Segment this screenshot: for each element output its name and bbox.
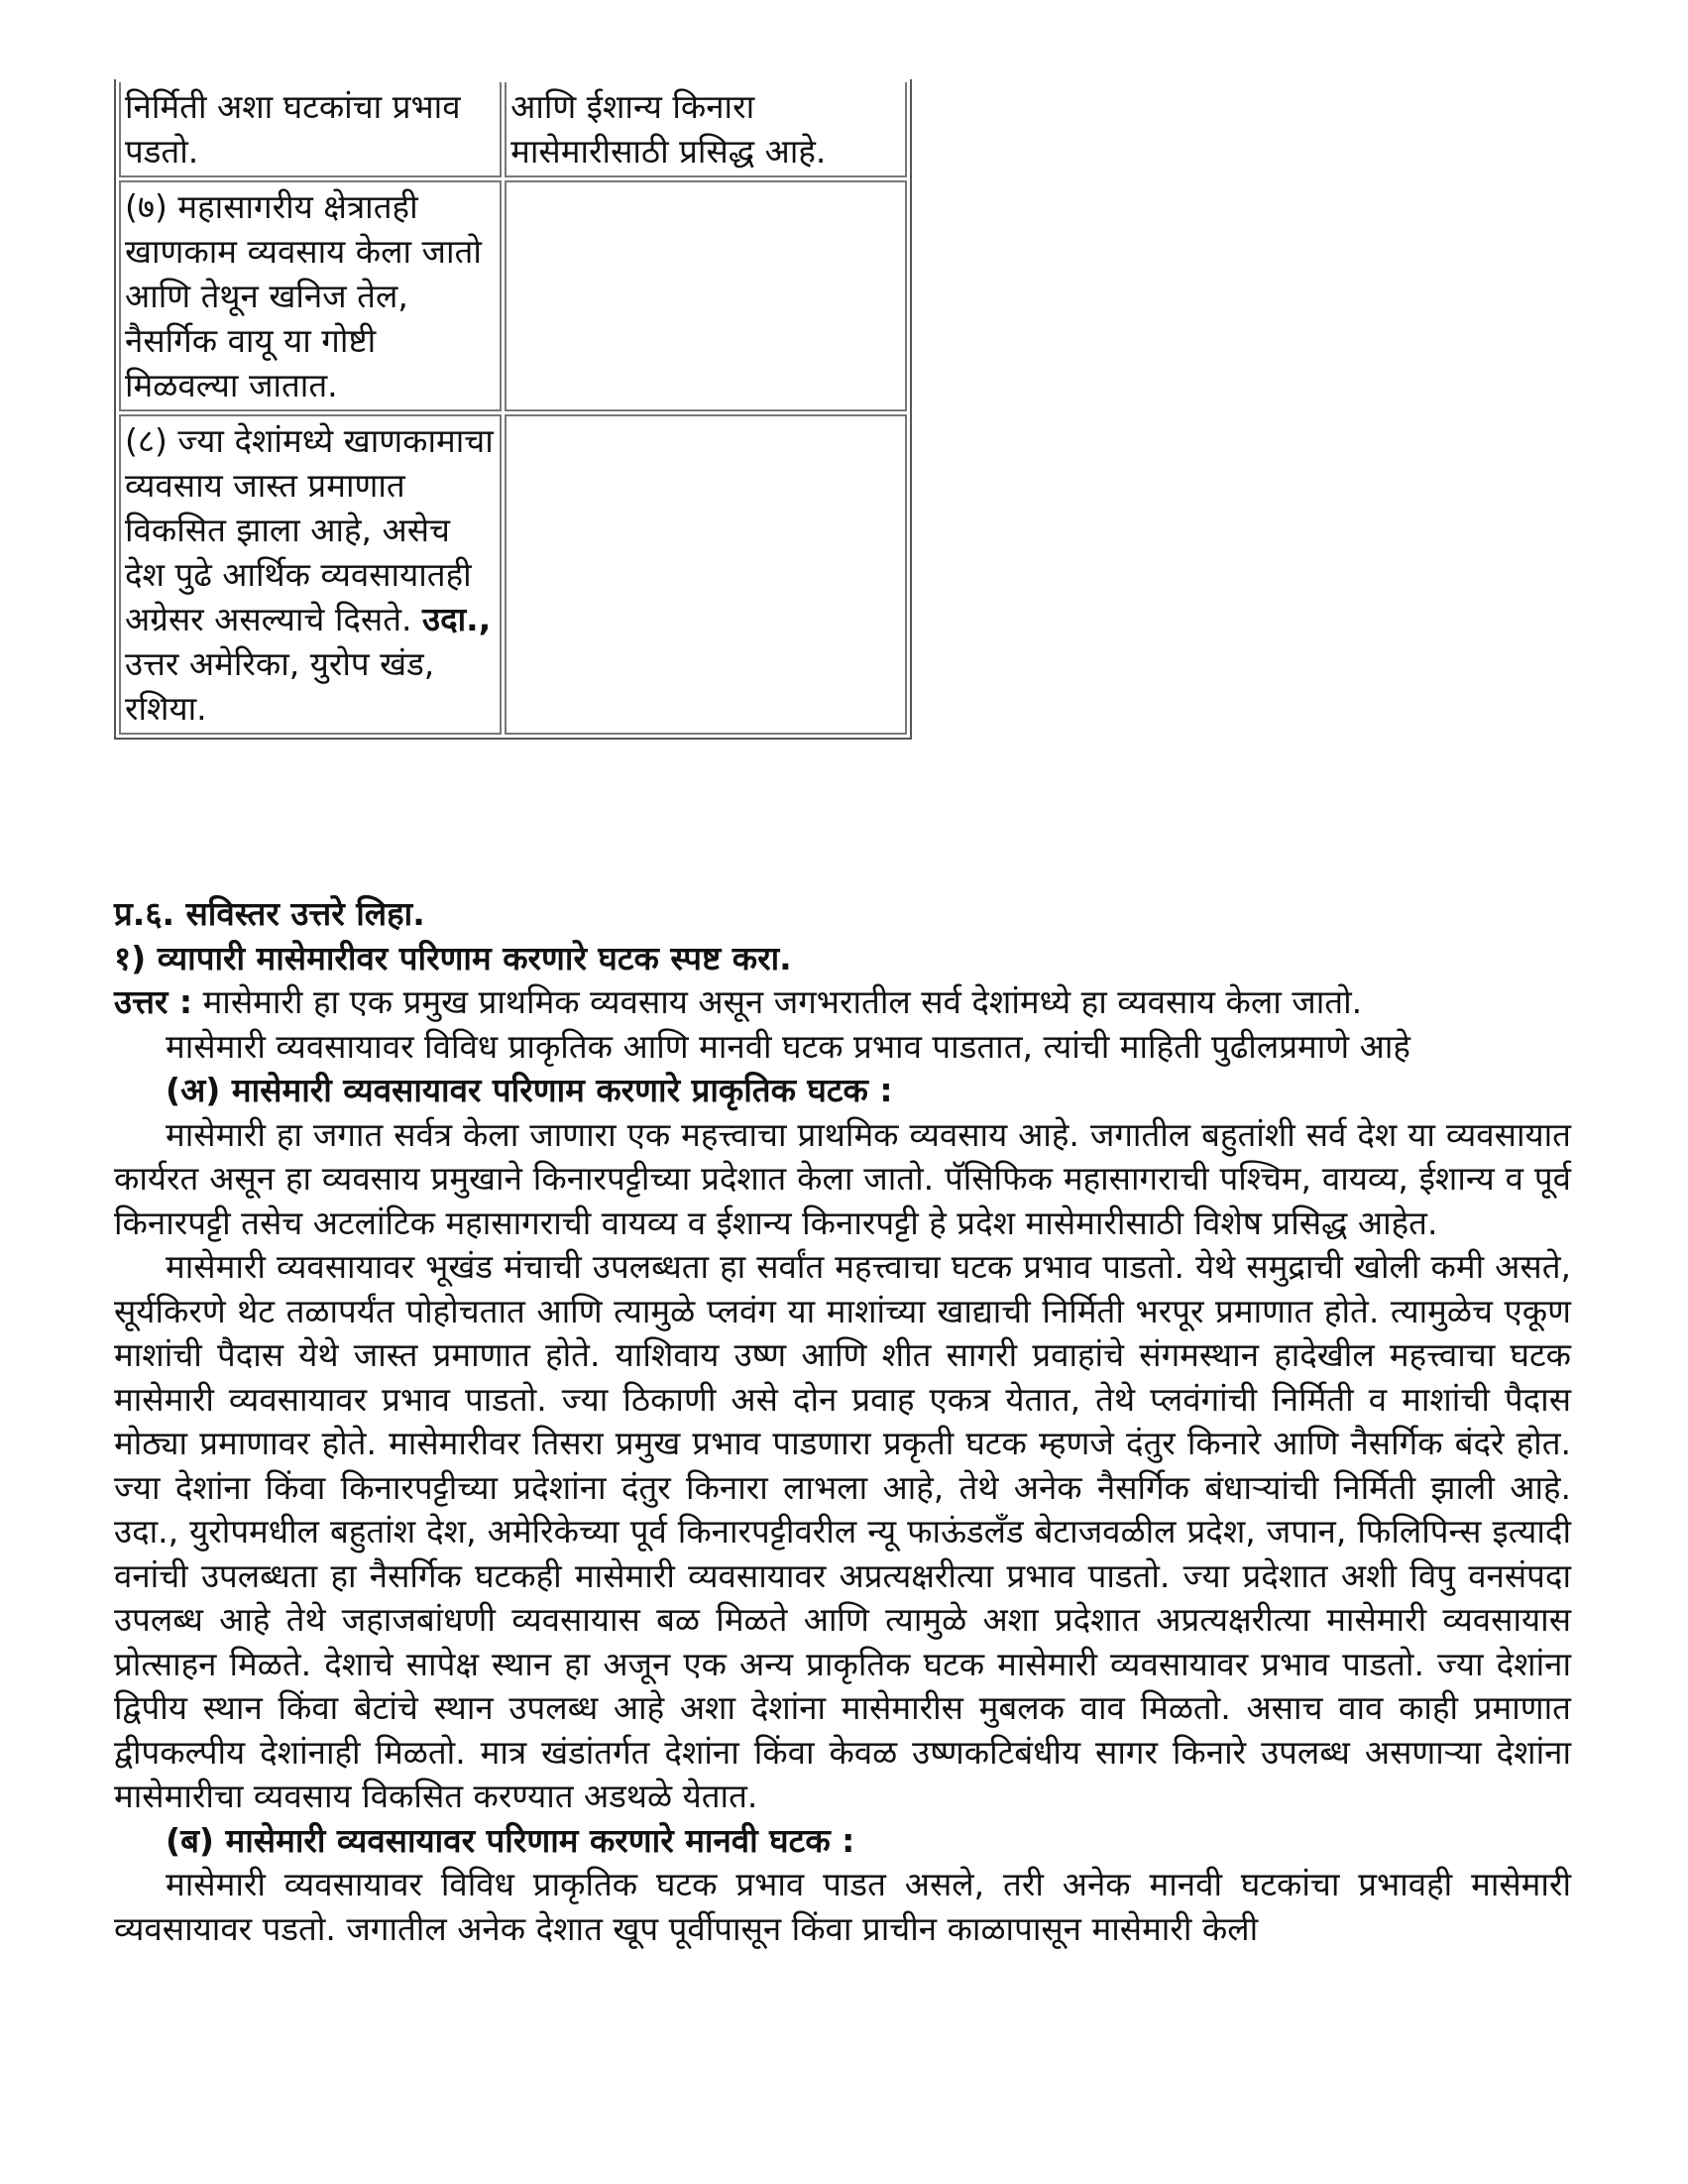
answer-intro <box>114 980 1571 1025</box>
cell-bold-text: उदा., <box>422 600 492 638</box>
table-cell-left: (७) महासागरीय क्षेत्रातही खाणकाम व्यवसाय केला जातो आणि तेथून खनिज तेल, नैसर्गिक वायू या गोष्टी मिळवल्या जातात. <box>119 180 502 411</box>
cell-text: उत्तर अमेरिका, युरोप खंड, रशिया. <box>125 644 435 728</box>
paragraph-b1: मासेमारी व्यवसायावर विविध प्राकृतिक घटक प्रभाव पाडत असले, तरी अनेक मानवी घटकांचा प्रभावही मासेमारी व्यवसायावर पडतो. जगातील अनेक देशात खूप पूर्वीपासून किंवा प्राचीन काळापासून मासेमारी केली <box>114 1865 1571 1948</box>
cell-text: (८) ज्या देशांमध्ये खाणकामाचा व्यवसाय जास्त प्रमाणात विकसित झाला आहे, असेच देश पुढे आर्थिक व्यवसायातही अग्रेसर असल्याचे दिसते. <box>125 421 494 638</box>
paragraph-a1: मासेमारी हा जगात सर्वत्र केला जाणारा एक महत्त्वाचा प्राथमिक व्यवसाय आहे. जगातील बहुतांशी सर्व देश या व्यवसायात कार्यरत असून हा व्यवसाय प्रमुखाने किनारपट्टीच्या प्रदेशात केला जातो. पॅसिफिक महासागराची पश्चिम, वायव्य, ईशान्य व पूर्व किनारपट्टी तसेच अटलांटिक महासागराची वायव्य व ईशान्य किनारपट्टी हे प्रदेश मासेमारीसाठी विशेष प्रसिद्ध आहेत. <box>114 1114 1571 1242</box>
answer-section <box>114 892 1571 1951</box>
table-row <box>119 82 907 177</box>
answer-label: उत्तर : <box>114 982 193 1021</box>
table-row <box>119 414 907 735</box>
table-cell-right <box>505 414 907 735</box>
table-cell-right: आणि ईशान्य किनारा मासेमारीसाठी प्रसिद्ध आहे. <box>505 82 907 177</box>
paragraph-a2: मासेमारी व्यवसायावर भूखंड मंचाची उपलब्धता हा सर्वांत महत्त्वाचा घटक प्रभाव पाडतो. येथे समुद्राची खोली कमी असते, सूर्यकिरणे थेट तळापर्यंत पोहोचतात आणि त्यामुळे प्लवंग या माशांच्या खाद्याची निर्मिती भरपूर प्रमाणात होते. त्यामुळेच एकूण माशांची पैदास येथे जास्त प्रमाणात होते. याशिवाय उष्ण आणि शीत सागरी प्रवाहांचे संगमस्थान हादेखील महत्त्वाचा घटक मासेमारी व्यवसायावर प्रभाव पाडतो. ज्या ठिकाणी असे दोन प्रवाह एकत्र येतात, तेथे प्लवंगांची निर्मिती व माशांची पैदास मोठ्या प्रमाणावर होते. मासेमारीवर तिसरा प्रमुख प्रभाव पाडणारा प्रकृती घटक म्हणजे दंतुर किनारे आणि नैसर्गिक बंदरे होत. ज्या देशांना किंवा किनारपट्टीच्या प्रदेशांना दंतुर किनारा लाभला आहे, तेथे अनेक नैसर्गिक बंधाऱ्यांची निर्मिती झाली आहे. उदा., युरोपमधील बहुतांश देश, अमेरिकेच्या पूर्व किनारपट्टीवरील न्यू फाऊंडलँड बेटाजवळील प्रदेश, जपान, फिलिपिन्स इत्यादी वनांची उपलब्धता हा नैसर्गिक घटकही मासेमारी व्यवसायावर अप्रत्यक्षरीत्या प्रभाव पाडतो. ज्या प्रदेशात अशी विपु वनसंपदा उपलब्ध आहे तेथे जहाजबांधणी व्यवसायास बळ मिळते आणि त्यामुळे अशा प्रदेशात अप्रत्यक्षरीत्या मासेमारी व्यवसायास प्रोत्साहन मिळते. देशाचे सापेक्ष स्थान हा अजून एक अन्य प्राकृतिक घटक मासेमारी व्यवसायावर प्रभाव पाडतो. ज्या देशांना द्विपीय स्थान किंवा बेटांचे स्थान उपलब्ध आहे अशा देशांना मासेमारीस मुबलक वाव मिळतो. असाच वाव काही प्रमाणात द्वीपकल्पीय देशांनाही मिळतो. मात्र खंडांतर्गत देशांना किंवा केवळ उष्णकटिबंधीय सागर किनारे उपलब्ध असणाऱ्या देशांना मासेमारीचा व्यवसाय विकसित करण्यात अडथळे येतात. <box>114 1247 1571 1815</box>
sub-heading-b: (ब) मासेमारी व्यवसायावर परिणाम करणारे मानवी घटक : <box>166 1820 855 1860</box>
table-cell-left: निर्मिती अशा घटकांचा प्रभाव पडतो. <box>119 82 502 177</box>
sub-heading-a: (अ) मासेमारी व्यवसायावर परिणाम करणारे प्राकृतिक घटक : <box>166 1071 893 1109</box>
table-row <box>119 180 907 411</box>
answer-intro-2: मासेमारी व्यवसायावर विविध प्राकृतिक आणि मानवी घटक प्रभाव पाडतात, त्यांची माहिती पुढीलप्रमाणे आहे <box>166 1026 1410 1066</box>
section-heading: प्र.६. सविस्तर उत्तरे लिहा. <box>114 894 425 933</box>
table-cell-right <box>505 180 907 411</box>
table-cell-left <box>119 414 502 735</box>
question-title: १) व्यापारी मासेमारीवर परिणाम करणारे घटक स्पष्ट करा. <box>114 938 792 977</box>
comparison-table <box>114 79 912 740</box>
answer-intro-text: मासेमारी हा एक प्रमुख प्राथमिक व्यवसाय असून जगभरातील सर्व देशांमध्ये हा व्यवसाय केला जातो. <box>192 982 1363 1021</box>
